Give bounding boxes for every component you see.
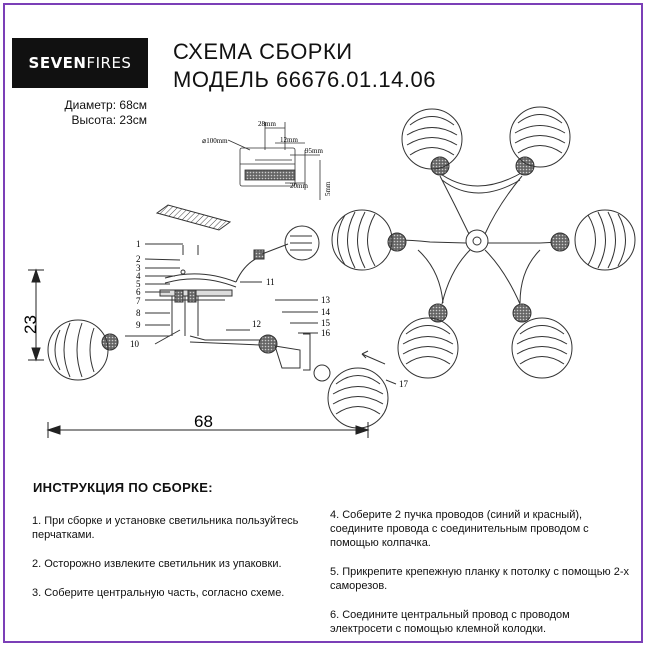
width-label: 68 [194,412,213,431]
center-hub [466,230,488,252]
callout-1: 1 [136,239,141,249]
dim-d20: 20mm [290,182,308,190]
instructions-right-column [330,508,630,651]
globe-shade [512,318,572,378]
side-view [48,205,396,428]
instruction-step-6: 6. Соедините центральный провод с проводом электросети с помощью клемной колодки. [330,609,570,635]
socket [259,335,277,353]
socket [551,233,569,251]
dim-d95: 95mm [305,147,323,155]
spec-height: Высота: 23см [71,113,147,127]
height-label: 23 [21,315,40,334]
callout-15: 15 [321,318,330,328]
title-line2: МОДЕЛЬ 66676.01.14.06 [173,67,436,92]
instruction-step-4: 4. Соберите 2 пучка проводов (синий и красный), соедините провода с соединительным проводом с помощью колпачка. [330,509,589,549]
globe-shade [328,368,388,428]
instruction-step-3: 3. Соберите центральную часть, согласно схеме. [32,587,285,599]
globe-shade [332,210,392,270]
instruction-step-1: 1. При сборке и установке светильника пользуйтесь перчатками. [32,515,299,541]
callout-9: 9 [136,320,141,330]
callout-16: 16 [321,328,330,338]
instruction-step-2: 2. Осторожно извлеките светильник из упаковки. [32,558,282,570]
top-view [332,107,635,378]
callout-2: 2 [136,254,141,264]
callout-13: 13 [321,295,330,305]
socket [431,157,449,175]
brand-part1: SEVEN [28,54,87,72]
callout-6: 6 [136,287,141,297]
globe-shade [48,320,108,380]
callout-10: 10 [130,339,139,349]
dim-d12: 12mm [280,136,298,144]
socket [513,304,531,322]
globe-shade [575,210,635,270]
dim-d28: 28mm [258,120,276,128]
spec-diameter: Диаметр: 68см [64,98,147,112]
globe-shade [510,107,570,167]
callout-7: 7 [136,296,141,306]
height-dimension [28,270,44,360]
callout-12: 12 [252,319,261,329]
callout-5: 5 [136,279,141,289]
brand-part2: FIRES [86,54,132,72]
callout-11: 11 [266,277,275,287]
callout-3: 3 [136,263,141,273]
callout-4: 4 [136,271,141,281]
callout-14: 14 [321,307,330,317]
instructions-heading: ИНСТРУКЦИЯ ПО СБОРКЕ: [33,480,213,495]
dim-d5: 5mm [324,181,332,196]
title-line1: СХЕМА СБОРКИ [173,39,353,64]
callout-17: 17 [399,379,408,389]
instruction-step-5: 5. Прикрепите крепежную планку к потолку с помощью 2-х саморезов. [330,566,630,592]
dim-d100: ⌀100mm [202,137,228,145]
instructions-left-column [32,514,317,615]
globe-shade [398,318,458,378]
globe-shade [402,109,462,169]
callout-8: 8 [136,308,141,318]
ceiling [157,205,230,230]
